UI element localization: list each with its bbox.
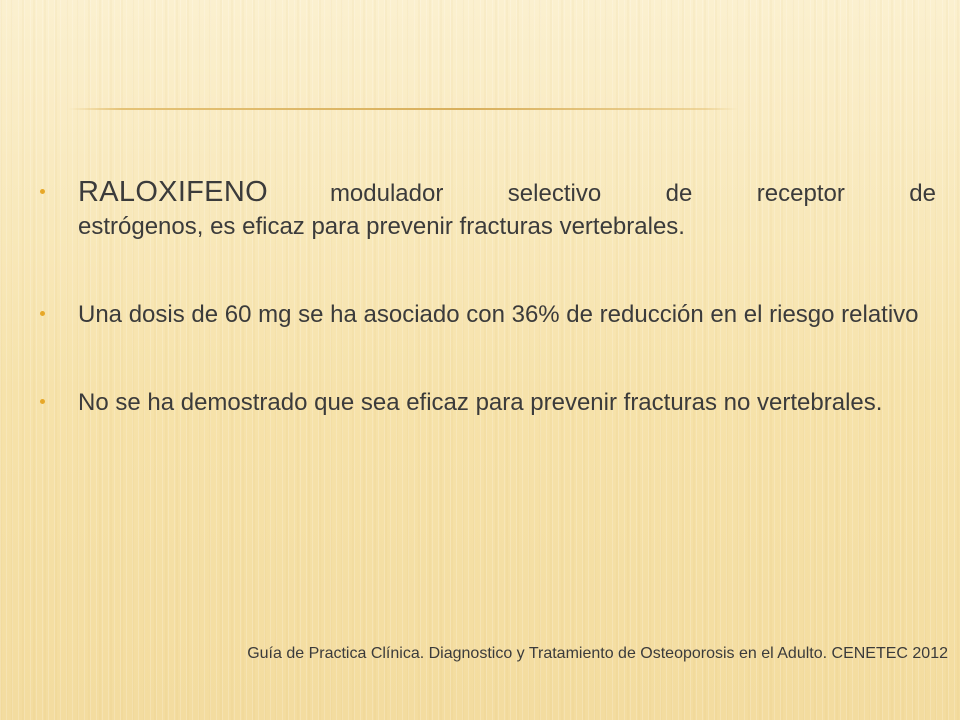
drug-description-end: estrógenos, es eficaz para prevenir fracturas vertebrales. xyxy=(78,213,685,240)
bullet-item-no-vertebrales xyxy=(40,386,936,419)
bullet-dot-icon xyxy=(40,399,45,404)
drug-name: RALOXIFENO xyxy=(78,176,268,208)
bullet-dot-icon xyxy=(40,189,45,194)
bullet-text: Una dosis de 60 mg se ha asociado con 36% de reducción en el riesgo relativo xyxy=(78,301,919,328)
bullet-first-line xyxy=(78,176,936,210)
bullet-item-raloxifeno xyxy=(40,176,936,243)
reference-citation: Guía de Practica Clínica. Diagnostico y Tratamiento de Osteoporosis en el Adulto. CENETEC 2012 xyxy=(247,645,948,662)
bullet-list xyxy=(40,176,936,419)
title-divider xyxy=(68,108,738,110)
bullet-dot-icon xyxy=(40,311,45,316)
bullet-text: No se ha demostrado que sea eficaz para prevenir fracturas no vertebrales. xyxy=(78,389,883,416)
drug-description-start: modulador selectivo de receptor de xyxy=(329,180,936,207)
bullet-item-dosis xyxy=(40,298,936,331)
